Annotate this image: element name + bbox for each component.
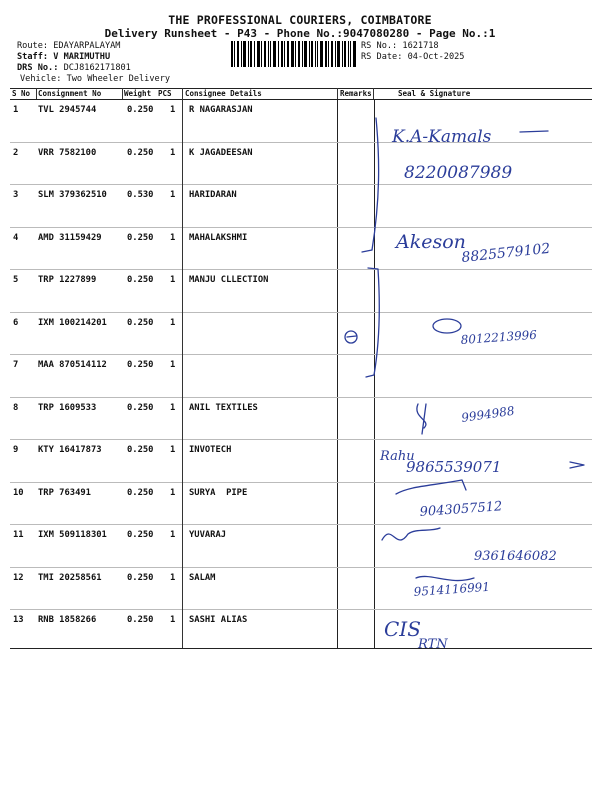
row-pcs: 1 [170,615,176,625]
row-pcs: 1 [170,275,176,285]
staff-label: Staff: [17,52,54,62]
row-consignment-no: TRP 1227899 [38,275,97,285]
row-consignment-no: IXM 509118301 [38,530,107,540]
col-pcs-header: PCS [158,89,172,98]
row-weight: 0.530 [127,190,154,200]
row-sno: 2 [13,147,19,158]
rs-number: RS No.: 1621718 [361,41,439,51]
signature-row6-phone: 8012213996 [460,327,538,347]
col-consignment-header: Consignment No [38,89,102,98]
row-weight: 0.250 [127,445,154,455]
row-consignee: MAHALAKSHMI [189,232,248,243]
signature-row10-scribble [396,480,466,494]
row-consignment-no: SLM 379362510 [38,190,107,200]
row-consignee: INVOTECH [189,445,232,455]
signature-row4-name: Akeson [396,231,466,253]
row-sno: 6 [13,317,19,328]
signature-row13-note: RTN [418,637,448,652]
col-sno-header: S No [12,89,31,98]
row-consignee: HARIDARAN [189,190,237,200]
row-consignment-no: RNB 1858266 [38,615,97,625]
row-sno: 1 [13,105,19,115]
row-sno: 12 [13,572,24,583]
row-pcs: 1 [170,232,176,243]
signature-row13-mark: CIS [384,617,421,641]
col-remarks-header: Remarks [340,89,372,98]
row-consignment-no: IXM 100214201 [38,317,107,328]
row-consignment-no: MAA 870514112 [38,360,107,370]
drs-number: DCJ8162171801 [63,63,131,73]
row-sno: 10 [13,487,24,498]
circle-mark [347,336,356,337]
row-sno: 7 [13,360,19,370]
row-consignee: MANJU CLLECTION [189,275,269,285]
row-sno: 5 [13,275,19,285]
row-sno: 11 [13,530,24,540]
signature-row12-scribble [416,576,474,580]
drs-label: DRS No.: [17,63,64,73]
vehicle-label: Vehicle: Two Wheeler Delivery [20,74,171,84]
row-pcs: 1 [170,317,176,328]
row-consignment-no: VRR 7582100 [38,147,97,158]
row-weight: 0.250 [127,105,154,115]
signature-row9-phone: 9865539071 [406,458,502,476]
row-consignee: YUVARAJ [189,530,227,540]
row-pcs: 1 [170,190,176,200]
row-weight: 0.250 [127,147,154,158]
row-pcs: 1 [170,402,176,413]
row-consignee: R NAGARASJAN [189,105,253,115]
row-weight: 0.250 [127,360,154,370]
row-consignee: K JAGADEESAN [189,147,253,158]
company-title: THE PROFESSIONAL COURIERS, COIMBATORE [168,13,432,27]
row-weight: 0.250 [127,317,154,328]
bracket-mark [362,250,372,252]
row-pcs: 1 [170,487,176,498]
row-weight: 0.250 [127,402,154,413]
row-consignment-no: AMD 31159429 [38,232,102,243]
row-consignee: SALAM [189,572,216,583]
row-consignment-no: TVL 2945744 [38,105,97,115]
arrow-mark [570,462,584,468]
signature-row1-name: K.A-Kamals [392,127,492,147]
row-consignment-no: TRP 1609533 [38,402,97,413]
signature-row8-scribble [417,404,426,434]
signature-row9-name: Rahu [380,449,415,464]
rs-date: RS Date: 04-Oct-2025 [361,52,465,62]
bracket-mark [372,118,379,250]
signature-row11-scribble [382,528,440,540]
row-sno: 8 [13,402,19,413]
staff-name: V MARIMUTHU [53,52,111,62]
row-weight: 0.250 [127,232,154,243]
row-weight: 0.250 [127,572,154,583]
row-consignment-no: TMI 20258561 [38,572,102,583]
row-weight: 0.250 [127,275,154,285]
row-consignment-no: KTY 16417873 [38,445,102,455]
row-pcs: 1 [170,445,176,455]
signature-row10-phone: 9043057512 [419,499,503,520]
row-consignment-no: TRP 763491 [38,487,91,498]
signature-row8-phone: 9994988 [460,403,516,425]
row-pcs: 1 [170,572,176,583]
col-weight-header: Weight [124,89,152,98]
row-pcs: 1 [170,360,176,370]
row-weight: 0.250 [127,487,154,498]
row-sno: 9 [13,445,19,455]
route-label: Route: EDAYARPALAYAM [17,41,121,51]
row-weight: 0.250 [127,530,154,540]
col-seal-header: Seal & Signature [398,89,471,98]
signature-row4-phone: 8825579102 [460,240,552,266]
initial-mark [433,319,461,333]
row-sno: 13 [13,615,24,625]
signature-dash [520,131,548,132]
row-weight: 0.250 [127,615,154,625]
row-pcs: 1 [170,147,176,158]
row-consignee: ANIL TEXTILES [189,402,258,413]
row-sno: 4 [13,232,19,243]
row-sno: 3 [13,190,19,200]
row-pcs: 1 [170,530,176,540]
runsheet-subtitle: Delivery Runsheet - P43 - Phone No.:9047080280 - Page No.:1 [104,27,496,40]
bracket-mark [366,268,379,377]
row-consignee: SURYA PIPE [189,487,248,498]
row-consignee: SASHI ALIAS [189,615,248,625]
signature-row11-phone: 9361646082 [474,549,557,564]
col-consignee-header: Consignee Details [185,89,262,98]
signature-row12-phone: 9514116991 [413,579,491,599]
row-pcs: 1 [170,105,176,115]
signature-row1-phone: 8220087989 [404,163,513,183]
